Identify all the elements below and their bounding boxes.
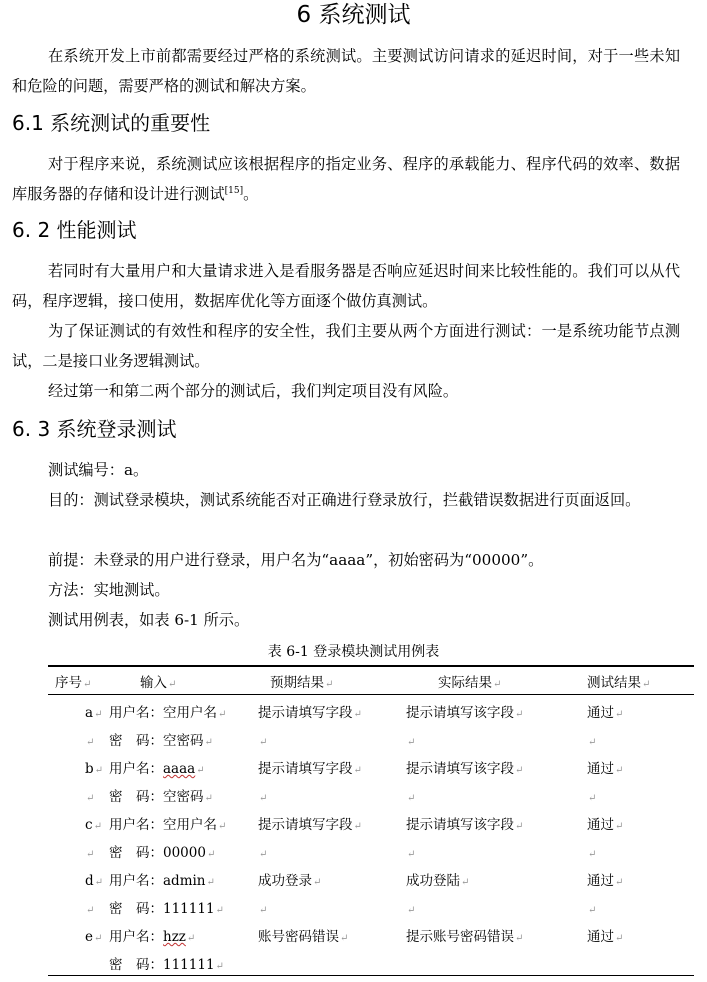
row-d-id-text: d <box>85 873 94 889</box>
section-6-2-heading: 6. 2 性能测试 <box>12 218 137 242</box>
paragraph-mark-icon: ↵ <box>615 709 624 720</box>
row-d-result-mark <box>587 899 596 921</box>
username-label: 用户名： <box>109 873 163 889</box>
paragraph-mark-icon: ↵ <box>86 737 95 748</box>
row-b-result-text: 通过 <box>587 761 614 777</box>
table-header-3 <box>438 673 501 695</box>
row-d-result <box>587 871 623 893</box>
row-d-password <box>109 899 224 921</box>
row-b-actual <box>406 759 523 781</box>
row-b-result <box>587 759 623 781</box>
row-e-id <box>85 927 102 949</box>
row-d-actual-mark <box>406 899 415 921</box>
username-value: 空用户名 <box>163 705 217 721</box>
table-header-2-text: 预期结果 <box>270 675 324 691</box>
section-6-2-paragraph-1: 若同时有大量用户和大量请求进入是看服务器是否响应延迟时间来比较性能的。我们可以从代码，程序逻辑，接口使用，数据库优化等方面逐个做仿真测试。 <box>12 262 680 310</box>
paragraph-mark-icon: ↵ <box>86 905 95 916</box>
row-c-result <box>587 815 623 837</box>
row-a-username <box>109 703 226 725</box>
table-header-1 <box>140 673 176 695</box>
table-header-4-text: 测试结果 <box>587 675 641 691</box>
paragraph-mark-icon: ↵ <box>588 737 597 748</box>
section-6-1-text: 对于程序来说，系统测试应该根据程序的指定业务、程序的承载能力、程序代码的效率、数据库服务器的存储和设计进行测试 <box>12 155 680 203</box>
paragraph-mark-icon: ↵ <box>94 765 104 776</box>
paragraph-mark-icon: ↵ <box>615 877 624 888</box>
row-d-id <box>85 871 103 893</box>
row-b-id-text: b <box>85 761 94 777</box>
paragraph-mark-icon: ↵ <box>86 793 95 804</box>
row-a-id <box>85 703 102 725</box>
paragraph-mark-icon: ↵ <box>515 765 524 776</box>
paragraph-mark-icon: ↵ <box>615 821 624 832</box>
row-b-password <box>109 787 213 809</box>
section-6-2-paragraph-3: 经过第一和第二两个部分的测试后，我们判定项目没有风险。 <box>48 382 459 400</box>
row-c-id-mark <box>85 843 94 865</box>
paragraph-mark-icon: ↵ <box>94 933 103 944</box>
paragraph-mark-icon: ↵ <box>94 709 103 720</box>
row-e-expected-text: 账号密码错误 <box>258 929 339 945</box>
row-c-username <box>109 815 226 837</box>
username-label: 用户名： <box>109 705 163 721</box>
row-c-actual-mark <box>406 843 415 865</box>
row-d-expected-text: 成功登录 <box>258 873 312 889</box>
row-d-username <box>109 871 215 893</box>
section-6-1-heading: 6.1 系统测试的重要性 <box>12 111 211 135</box>
row-b-expected-text: 提示请填写字段 <box>258 761 353 777</box>
row-d-actual-text: 成功登陆 <box>406 873 460 889</box>
row-e-id-text: e <box>85 929 93 945</box>
paragraph-mark-icon: ↵ <box>86 849 95 860</box>
purpose-line: 目的：测试登录模块，测试系统能否对正确进行登录放行，拦截错误数据进行页面返回。 <box>48 491 641 509</box>
password-label: 密 码： <box>109 733 163 749</box>
paragraph-mark-icon: ↵ <box>588 849 597 860</box>
row-c-result-mark <box>587 843 596 865</box>
row-a-expected-text: 提示请填写字段 <box>258 705 353 721</box>
row-c-id <box>85 815 102 837</box>
paragraph-mark-icon: ↵ <box>204 793 213 804</box>
paragraph-mark-icon: ↵ <box>493 679 502 690</box>
row-d-result-text: 通过 <box>587 873 614 889</box>
row-b-result-mark <box>587 787 596 809</box>
row-b-username <box>109 759 205 781</box>
row-c-result-text: 通过 <box>587 817 614 833</box>
username-label: 用户名： <box>109 761 163 777</box>
row-a-expected <box>258 703 362 725</box>
paragraph-mark-icon: ↵ <box>353 821 362 832</box>
paragraph-mark-icon: ↵ <box>215 961 224 972</box>
paragraph-mark-icon: ↵ <box>259 793 268 804</box>
username-label: 用户名： <box>109 817 163 833</box>
password-value: 111111 <box>163 901 215 917</box>
paragraph-mark-icon: ↵ <box>215 905 224 916</box>
row-a-actual-text: 提示请填写该字段 <box>406 705 514 721</box>
row-e-actual <box>406 927 523 949</box>
paragraph-mark-icon: ↵ <box>407 793 416 804</box>
paragraph-mark-icon: ↵ <box>206 849 216 860</box>
row-e-username <box>109 927 195 949</box>
intro-paragraph: 在系统开发上市前都需要经过严格的系统测试。主要测试访问请求的延迟时间，对于一些未知和危险的问题，需要严格的测试和解决方案。 <box>12 47 680 95</box>
paragraph-mark-icon: ↵ <box>313 877 322 888</box>
test-id-line: 测试编号：a。 <box>48 461 149 479</box>
username-value: 空用户名 <box>163 817 217 833</box>
password-value: 空密码 <box>163 733 204 749</box>
paragraph-mark-icon: ↵ <box>515 821 524 832</box>
row-d-expected <box>258 871 321 893</box>
row-b-id-mark <box>85 787 94 809</box>
paragraph-mark-icon: ↵ <box>615 765 624 776</box>
row-a-password <box>109 731 213 753</box>
row-a-actual <box>406 703 523 725</box>
row-c-expected-mark <box>258 843 267 865</box>
chapter-title: 6 系统测试 <box>296 2 411 28</box>
password-label: 密 码： <box>109 845 163 861</box>
paragraph-mark-icon: ↵ <box>218 709 227 720</box>
paragraph-mark-icon: ↵ <box>168 679 177 690</box>
paragraph-mark-icon: ↵ <box>615 933 624 944</box>
row-e-password <box>109 955 224 977</box>
row-b-actual-mark <box>406 787 415 809</box>
citation-15: [15] <box>224 186 244 196</box>
username-value: aaaa <box>163 761 196 777</box>
password-label: 密 码： <box>109 901 163 917</box>
password-label: 密 码： <box>109 957 163 973</box>
row-b-expected <box>258 759 362 781</box>
row-b-id <box>85 759 103 781</box>
table-header-3-text: 实际结果 <box>438 675 492 691</box>
paragraph-mark-icon: ↵ <box>218 821 227 832</box>
section-6-1-end: 。 <box>243 185 259 203</box>
row-c-password <box>109 843 215 865</box>
paragraph-mark-icon: ↵ <box>407 737 416 748</box>
paragraph-mark-icon: ↵ <box>353 709 362 720</box>
paragraph-mark-icon: ↵ <box>407 849 416 860</box>
premise-line: 前提：未登录的用户进行登录，用户名为“aaaa”，初始密码为“00000”。 <box>48 551 544 569</box>
paragraph-mark-icon: ↵ <box>340 933 349 944</box>
row-d-actual <box>406 871 469 893</box>
row-e-result-text: 通过 <box>587 929 614 945</box>
paragraph-mark-icon: ↵ <box>83 679 92 690</box>
table-header-4 <box>587 673 650 695</box>
paragraph-mark-icon: ↵ <box>259 905 268 916</box>
paragraph-mark-icon: ↵ <box>94 877 104 888</box>
paragraph-mark-icon: ↵ <box>259 849 268 860</box>
section-6-2-paragraph-2: 为了保证测试的有效性和程序的安全性，我们主要从两个方面进行测试：一是系统功能节点测试，二是接口业务逻辑测试。 <box>12 322 680 370</box>
row-a-expected-mark <box>258 731 267 753</box>
row-a-actual-mark <box>406 731 415 753</box>
table-header-1-text: 输入 <box>140 675 167 691</box>
section-6-3-heading: 6. 3 系统登录测试 <box>12 417 177 441</box>
paragraph-mark-icon: ↵ <box>642 679 651 690</box>
row-e-actual-text: 提示账号密码错误 <box>406 929 514 945</box>
paragraph-mark-icon: ↵ <box>461 877 470 888</box>
paragraph-mark-icon: ↵ <box>588 905 597 916</box>
section-6-1-paragraph <box>12 149 680 209</box>
row-a-result <box>587 703 623 725</box>
paragraph-mark-icon: ↵ <box>515 933 524 944</box>
row-a-result-mark <box>587 731 596 753</box>
username-label: 用户名： <box>109 929 163 945</box>
paragraph-mark-icon: ↵ <box>259 737 268 748</box>
table-top-rule <box>48 665 694 667</box>
paragraph-mark-icon: ↵ <box>186 933 196 944</box>
row-d-expected-mark <box>258 899 267 921</box>
password-value: 111111 <box>163 957 215 973</box>
table-header-0-text: 序号 <box>55 675 82 691</box>
paragraph-mark-icon: ↵ <box>325 679 334 690</box>
row-a-id-mark <box>85 731 94 753</box>
password-label: 密 码： <box>109 789 163 805</box>
row-c-actual <box>406 815 523 837</box>
password-value: 00000 <box>163 845 206 861</box>
row-a-result-text: 通过 <box>587 705 614 721</box>
paragraph-mark-icon: ↵ <box>353 765 362 776</box>
table-header-0 <box>55 673 91 695</box>
method-line: 方法：实地测试。 <box>48 581 170 599</box>
row-b-expected-mark <box>258 787 267 809</box>
row-d-id-mark <box>85 899 94 921</box>
paragraph-mark-icon: ↵ <box>204 737 213 748</box>
row-a-id-text: a <box>85 705 94 721</box>
table-reference-line: 测试用例表，如表 6-1 所示。 <box>48 611 250 629</box>
paragraph-mark-icon: ↵ <box>407 905 416 916</box>
row-c-expected-text: 提示请填写字段 <box>258 817 353 833</box>
paragraph-mark-icon: ↵ <box>196 765 205 776</box>
username-value: hzz <box>163 929 186 945</box>
row-e-expected <box>258 927 348 949</box>
row-b-actual-text: 提示请填写该字段 <box>406 761 514 777</box>
row-c-expected <box>258 815 362 837</box>
paragraph-mark-icon: ↵ <box>93 821 102 832</box>
row-c-id-text: c <box>85 817 93 833</box>
username-value: admin <box>163 873 206 889</box>
password-value: 空密码 <box>163 789 204 805</box>
row-e-result <box>587 927 623 949</box>
paragraph-mark-icon: ↵ <box>206 877 215 888</box>
paragraph-mark-icon: ↵ <box>588 793 597 804</box>
paragraph-mark-icon: ↵ <box>515 709 524 720</box>
row-c-actual-text: 提示请填写该字段 <box>406 817 514 833</box>
table-caption: 表 6-1 登录模块测试用例表 <box>267 644 440 660</box>
table-header-2 <box>270 673 333 695</box>
